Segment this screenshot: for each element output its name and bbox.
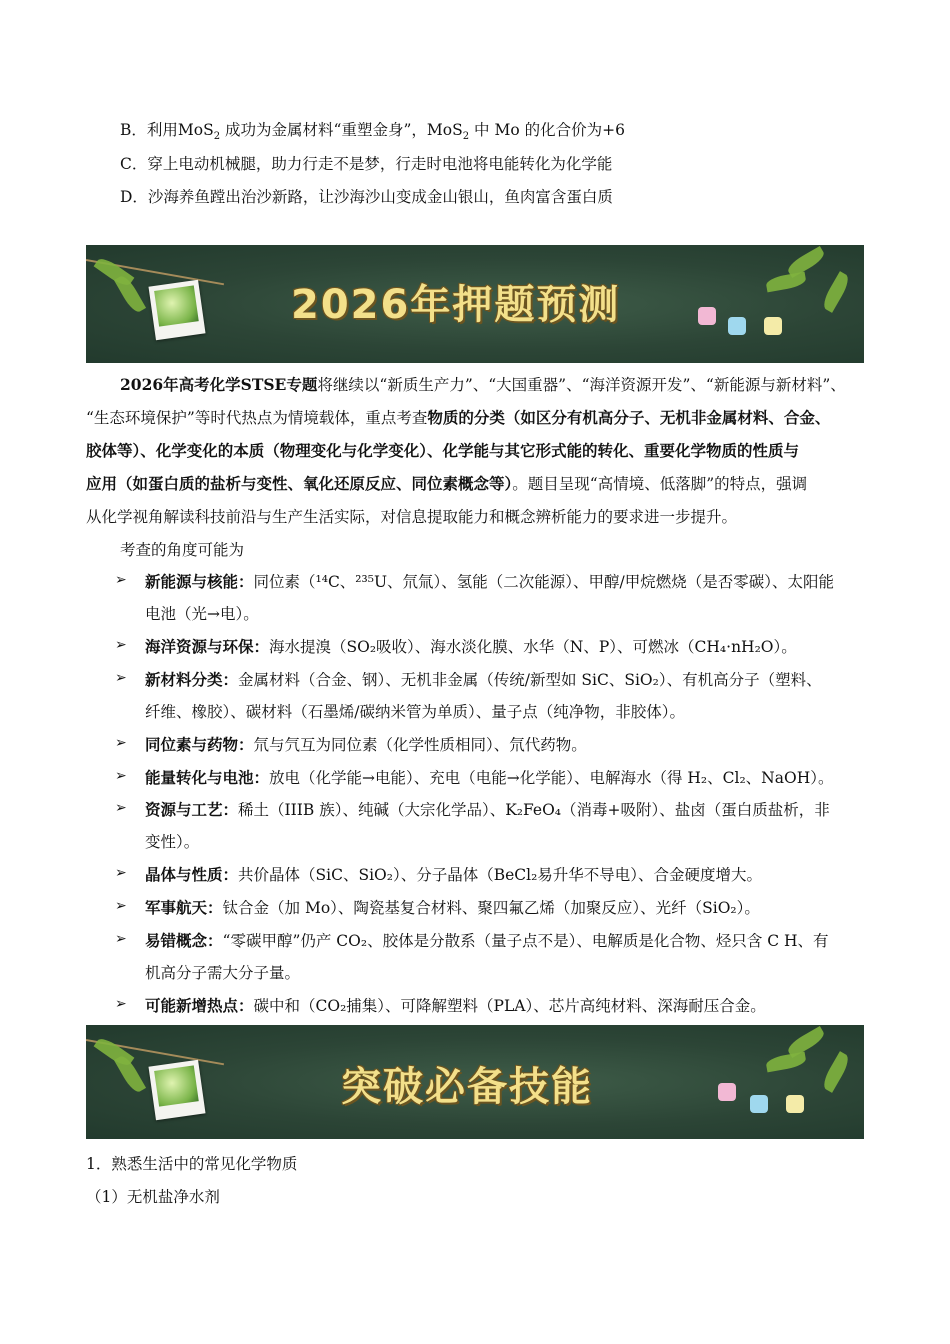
bullet-icon: ➢ [115, 865, 127, 881]
leaf-icon [820, 1051, 852, 1093]
option-b-formula2-sub: 2 [462, 131, 470, 143]
section-heading: 1．熟悉生活中的常见化学物质 [86, 1155, 298, 1173]
bullet-icon: ➢ [115, 898, 127, 914]
cube-icon [728, 317, 746, 335]
bullet-icon: ➢ [115, 768, 127, 784]
photo-frame-icon [148, 1060, 205, 1120]
intro-line-4 [86, 472, 807, 494]
intro-l1-bold: 2026年高考化学STSE专题 [120, 375, 318, 394]
list-item-text: 放电（化学能→电能）、充电（电能→化学能）、电解海水（得 H₂、Cl₂、NaOH）。 [269, 769, 834, 787]
intro-l1-rest: 将继续以“新质生产力”、“大国重器”、“海洋资源开发”、“新能源与新材料”、 [317, 376, 846, 394]
list-item-label: 易错概念： [145, 931, 223, 950]
list-item-text: 海水提溴（SO₂吸收）、海水淡化膜、水华（N、P）、可燃冰（CH₄·nH₂O）。 [269, 638, 797, 656]
option-c: C．穿上电动机械腿，助力行走不是梦，行走时电池将电能转化为化学能 [120, 155, 613, 173]
bullet-icon: ➢ [115, 572, 127, 588]
cube-icon [786, 1095, 804, 1113]
list-item-text: 碳中和（CO₂捕集）、可降解塑料（PLA）、芯片高纯材料、深海耐压合金。 [253, 997, 766, 1015]
subsection-heading: （1）无机盐净水剂 [86, 1188, 220, 1206]
intro-line-6: 考查的角度可能为 [120, 541, 245, 559]
list-item-cont: 机高分子需大分子量。 [145, 964, 301, 982]
intro-line-5: 从化学视角解读科技前沿与生产生活实际，对信息提取能力和概念辨析能力的要求进一步提升。 [86, 508, 738, 526]
banner-skills [86, 1025, 864, 1139]
bullet-icon: ➢ [115, 670, 127, 686]
list-item-text: “零碳甲醇”仍产 CO₂、胶体是分散系（量子点不是）、电解质是化合物、烃只含 C H、有 [222, 932, 829, 950]
list-item-text: 钛合金（加 Mo）、陶瓷基复合材料、聚四氟乙烯（加聚反应）、光纤（SiO₂）。 [222, 899, 760, 917]
list-item-label: 资源与工艺： [145, 800, 239, 819]
intro-l4-bold: 应用（如蛋白质的盐析与变性、氧化还原反应、同位素概念等） [86, 474, 513, 493]
banner-title: 突破必备技能 [341, 1064, 593, 1110]
intro-l4-rest: 。题目呈现“高情境、低落脚”的特点，强调 [512, 475, 808, 493]
list-item [145, 766, 833, 788]
bullet-icon: ➢ [115, 735, 127, 751]
option-b-formula: MoS [177, 121, 214, 139]
option-b-prefix: B．利用 [120, 121, 178, 139]
list-item [145, 798, 830, 820]
option-b-formula-sub: 2 [213, 131, 221, 143]
intro-line-3: 胶体等）、化学变化的本质（物理变化与化学变化）、化学能与其它形式能的转化、重要化学物质的性质与 [86, 441, 800, 460]
intro-line-2 [86, 406, 830, 428]
list-item-label: 晶体与性质： [145, 865, 239, 884]
option-d: D．沙海养鱼蹚出治沙新路，让沙海沙山变成金山银山，鱼肉富含蛋白质 [120, 188, 613, 206]
option-b-suffix: 中 Mo 的化合价为+6 [474, 121, 625, 139]
list-item-text: 金属材料（合金、钢）、无机非金属（传统/新型如 SiC、SiO₂）、有机高分子（塑料、 [238, 671, 822, 689]
list-item [145, 863, 762, 885]
banner-prediction [86, 245, 864, 363]
option-b [120, 118, 625, 142]
list-item-cont: 变性）。 [145, 833, 200, 851]
list-item [145, 929, 829, 951]
intro-l2-rest: “生态环境保护”等时代热点为情境载体，重点考查 [86, 409, 428, 427]
list-item-label: 新能源与核能： [145, 572, 254, 591]
list-item-text: 氘与氕互为同位素（化学性质相同）、氘代药物。 [253, 736, 587, 754]
list-item [145, 994, 766, 1016]
list-item-label: 军事航天： [145, 898, 223, 917]
intro-line-1 [120, 373, 846, 395]
option-b-mid: 成功为金属材料“重塑金身”， [225, 121, 427, 139]
list-item-text: 稀土（IIIB 族）、纯碱（大宗化学品）、K₂FeO₄（消毒+吸附）、盐卤（蛋白质盐析，非 [238, 801, 830, 819]
bullet-icon: ➢ [115, 931, 127, 947]
banner-title: 2026年押题预测 [291, 282, 621, 328]
leaf-icon [820, 271, 852, 313]
list-item-text: 同位素（¹⁴C、²³⁵U、氘氚）、氢能（二次能源）、甲醇/甲烷燃烧（是否零碳）、太阳能 [253, 573, 834, 591]
bullet-icon: ➢ [115, 637, 127, 653]
list-item-label: 能量转化与电池： [145, 768, 270, 787]
list-item [145, 570, 834, 592]
cube-icon [718, 1083, 736, 1101]
bullet-icon: ➢ [115, 996, 127, 1012]
list-item [145, 733, 587, 755]
list-item-cont: 电池（光→电）。 [145, 605, 259, 623]
intro-l2-bold: 物质的分类（如区分有机高分子、无机非金属材料、合金、 [427, 408, 831, 427]
cube-icon [750, 1095, 768, 1113]
list-item-label: 新材料分类： [145, 670, 239, 689]
list-item-label: 同位素与药物： [145, 735, 254, 754]
list-item [145, 668, 822, 690]
list-item-label: 可能新增热点： [145, 996, 254, 1015]
list-item-text: 共价晶体（SiC、SiO₂）、分子晶体（BeCl₂易升华不导电）、合金硬度增大。 [238, 866, 763, 884]
bullet-icon: ➢ [115, 800, 127, 816]
list-item-cont: 纤维、橡胶）、碳材料（石墨烯/碳纳米管为单质）、量子点（纯净物，非胶体）。 [145, 703, 685, 721]
list-item [145, 896, 760, 918]
leaf-icon [765, 1052, 807, 1073]
option-b-formula2: MoS [426, 121, 463, 139]
list-item [145, 635, 797, 657]
cube-icon [698, 307, 716, 325]
photo-frame-icon [148, 280, 205, 340]
leaf-icon [765, 272, 807, 293]
cube-icon [764, 317, 782, 335]
list-item-label: 海洋资源与环保： [145, 637, 270, 656]
